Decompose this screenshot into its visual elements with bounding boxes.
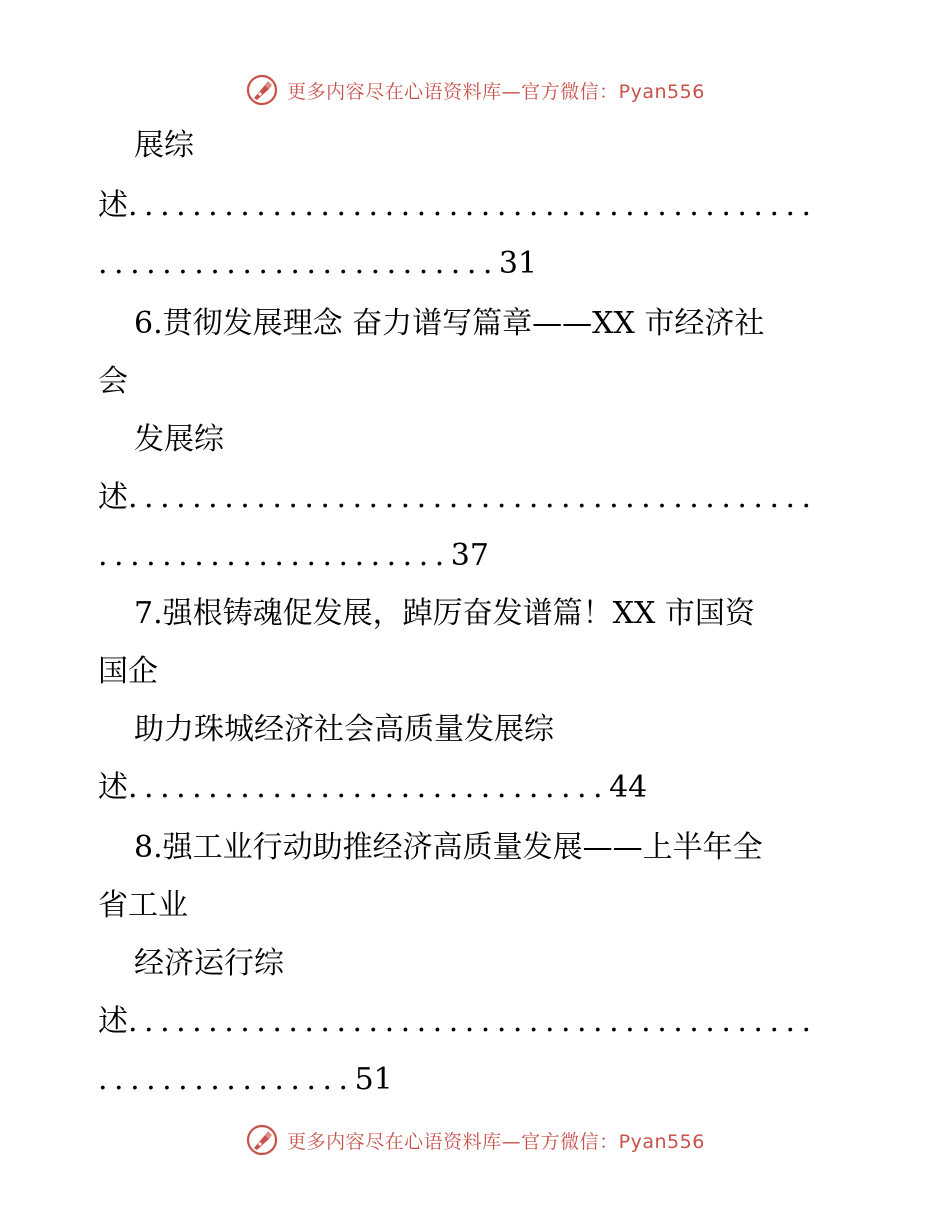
watermark-text: 更多内容尽在心语资料库—官方微信：Pyan556 xyxy=(287,1130,705,1153)
toc-entry-6-line-4 xyxy=(0,476,950,520)
toc-entry-8-lead: 述 xyxy=(98,1004,128,1039)
toc-entry-8-line-5 xyxy=(0,1058,950,1102)
toc-entry-5-line-3 xyxy=(0,242,950,286)
pen-nib-circle-icon xyxy=(245,73,279,107)
toc-entry-7-page-number[interactable]: 44 xyxy=(609,770,648,805)
toc-leader-dots: ...................... xyxy=(98,538,451,573)
toc-leader-dots: ........................................... xyxy=(128,188,818,223)
toc-entry-7-line-3: 助力珠城经济社会高质量发展综 xyxy=(134,712,554,747)
toc-entry-6-line-2: 会 xyxy=(98,364,128,399)
toc-entry-7-line-1[interactable]: 7.强根铸魂促发展，踔厉奋发谱篇！XX 市国资 xyxy=(134,596,755,631)
toc-entry-6-page-number[interactable]: 37 xyxy=(450,538,489,573)
toc-entry-8-line-3: 经济运行综 xyxy=(134,946,284,981)
toc-entry-5-lead: 述 xyxy=(98,188,128,223)
toc-leader-dots: ................ xyxy=(98,1062,355,1097)
footer-watermark xyxy=(0,1118,950,1162)
toc-entry-7-lead: 述 xyxy=(98,770,128,805)
toc-leader-dots: .............................. xyxy=(128,770,610,805)
toc-entry-6-line-5 xyxy=(0,534,950,578)
watermark-text: 更多内容尽在心语资料库—官方微信：Pyan556 xyxy=(287,80,705,103)
toc-entry-8-page-number[interactable]: 51 xyxy=(354,1062,393,1097)
header-watermark xyxy=(0,68,950,112)
toc-entry-6-line-1[interactable]: 6.贯彻发展理念 奋力谱写篇章——XX 市经济社 xyxy=(134,306,765,341)
toc-entry-8-line-1[interactable]: 8.强工业行动助推经济高质量发展——上半年全 xyxy=(134,830,763,865)
toc-leader-dots: ......................... xyxy=(98,246,499,281)
toc-entry-6-lead: 述 xyxy=(98,480,128,515)
toc-entry-5-line-2 xyxy=(0,184,950,228)
pen-nib-circle-icon xyxy=(245,1123,279,1157)
toc-entry-5-line-1: 展综 xyxy=(134,128,194,163)
toc-leader-dots: ........................................... xyxy=(128,480,818,515)
toc-entry-6-line-3: 发展综 xyxy=(134,422,224,457)
toc-entry-8-line-4 xyxy=(0,1000,950,1044)
toc-entry-7-line-4 xyxy=(0,766,950,810)
toc-entry-7-line-2: 国企 xyxy=(98,654,158,689)
toc-entry-8-line-2: 省工业 xyxy=(98,888,188,923)
toc-entry-5-page-number[interactable]: 31 xyxy=(498,246,538,281)
toc-leader-dots: ........................................... xyxy=(128,1004,818,1039)
